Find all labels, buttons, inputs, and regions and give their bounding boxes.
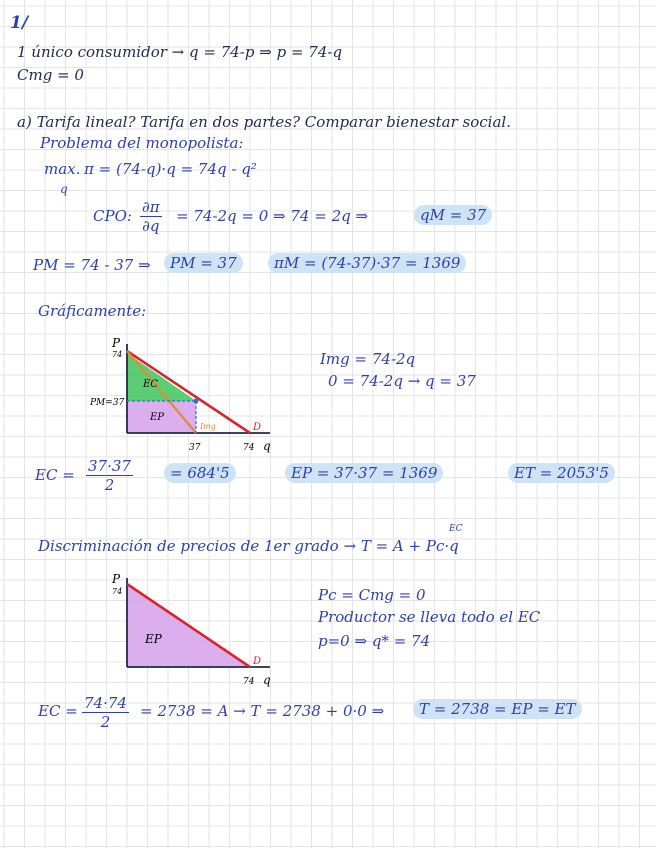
cpo-label: CPO: <box>93 207 132 225</box>
equilibrium-point <box>194 399 199 404</box>
discrimination-graph <box>100 570 300 690</box>
problem-title: Problema del monopolista: <box>40 134 244 152</box>
demand-label: D <box>253 656 262 667</box>
ep-result: EP = 37·37 = 1369 <box>285 463 443 483</box>
demand-label: D <box>253 422 262 433</box>
img-equation-2: 0 = 74-2q → q = 37 <box>328 372 476 390</box>
ec-result: = 684'5 <box>164 463 236 483</box>
ec2-formula-label: EC = <box>38 702 78 720</box>
p-axis-label: P <box>112 336 121 350</box>
cpo-denominator: ∂q <box>142 217 160 235</box>
img-label: Img <box>200 422 216 431</box>
ec2-fraction <box>82 694 129 731</box>
q-end-label: 74 <box>243 677 255 687</box>
ep-label: EP <box>150 412 165 423</box>
intro-line-2: Cmg = 0 <box>17 66 84 84</box>
ec2-equation: = 2738 = A → T = 2738 + 0·0 ⇒ <box>140 702 385 720</box>
ep-label: EP <box>145 632 162 646</box>
p-intercept-label: 74 <box>112 350 123 359</box>
cpo-equation: = 74-2q = 0 ⇒ 74 = 2q ⇒ <box>176 207 369 225</box>
intro-line-1: 1 único consumidor → q = 74-p ⇒ p = 74-q <box>17 43 343 61</box>
p-intercept-label: 74 <box>112 587 123 596</box>
page-mark: 1/ <box>10 13 29 33</box>
graphically-label: Gráficamente: <box>38 302 147 320</box>
ec2-numerator: 74·74 <box>84 694 127 712</box>
ec2-denominator: 2 <box>100 713 111 731</box>
p-zero-equation: p=0 ⇒ q* = 74 <box>318 632 431 650</box>
img-equation-1: Img = 74-2q <box>320 350 416 368</box>
consumer-surplus-area <box>127 353 196 401</box>
final-result: T = 2738 = EP = ET <box>413 699 582 719</box>
pm-label: PM=37 <box>90 398 125 408</box>
q-end-label: 74 <box>243 443 255 453</box>
discrimination-title: Discriminación de precios de 1er grado → T = A + Pc·q <box>38 537 459 555</box>
max-label: max. <box>44 160 81 178</box>
cpo-numerator: ∂π <box>142 198 160 216</box>
p-axis-label: P <box>112 572 121 586</box>
ec-formula-label: EC = <box>35 466 75 484</box>
q-mid-label: 37 <box>189 443 201 453</box>
monopoly-graph <box>90 336 300 456</box>
price-result: PM = 37 <box>164 253 243 273</box>
pc-equation: Pc = Cmg = 0 <box>318 586 426 604</box>
q-axis-label: q <box>263 673 271 687</box>
q-axis-label: q <box>263 439 271 453</box>
profit-result: πM = (74-37)·37 = 1369 <box>268 253 466 273</box>
question-a: a) Tarifa lineal? Tarifa en dos partes? Comparar bienestar social. <box>17 113 511 131</box>
ec-denominator: 2 <box>104 476 115 494</box>
max-variable: q <box>60 182 68 196</box>
price-calc: PM = 74 - 37 ⇒ <box>33 256 151 274</box>
ec-label: EC <box>143 379 158 390</box>
quantity-result: qM = 37 <box>414 205 492 225</box>
cpo-derivative <box>140 198 162 235</box>
profit-function: π = (74-q)·q = 74q - q² <box>84 160 257 178</box>
et-result: ET = 2053'5 <box>508 463 615 483</box>
producer-note: Productor se lleva todo el EC <box>318 608 541 626</box>
ec-numerator: 37·37 <box>88 457 131 475</box>
a-annotation: EC <box>449 524 463 534</box>
ec-fraction <box>86 457 133 494</box>
